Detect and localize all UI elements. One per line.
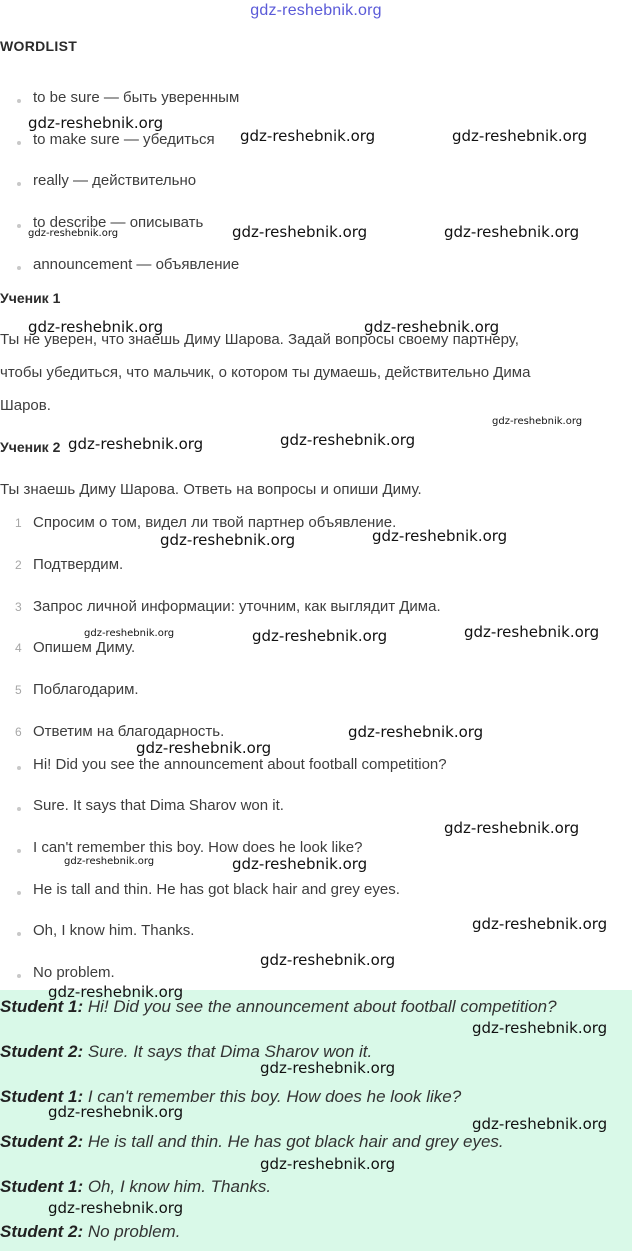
speaker-label: Student 1: (0, 1177, 84, 1196)
watermark: gdz-reshebnik.org (444, 819, 580, 837)
dialogue-bullet: Oh, I know him. Thanks. (33, 922, 195, 939)
wordlist-item: announcement — объявление (33, 256, 240, 273)
answer-text: I can't remember this boy. How does he look like? (83, 1087, 462, 1106)
step-text: Подтвердим. (33, 556, 124, 573)
step-number: 4 (15, 641, 22, 655)
step-number: 6 (15, 725, 22, 739)
wordlist-item: really — действительно (33, 172, 197, 189)
bullet-icon (17, 766, 21, 770)
wordlist-item: to describe — описывать (33, 214, 204, 231)
bullet-icon (17, 182, 21, 186)
bullet-icon (17, 932, 21, 936)
watermark: gdz-reshebnik.org (372, 527, 508, 545)
answer-text: Sure. It says that Dima Sharov won it. (83, 1042, 373, 1061)
step-text: Поблагодарим. (33, 681, 139, 698)
speaker-label: Student 2: (0, 1222, 84, 1241)
speaker-label: Student 1: (0, 1087, 84, 1106)
student2-heading: Ученик 2 (0, 439, 61, 455)
step-text: Опишем Диму. (33, 639, 136, 656)
dialogue-bullet: Sure. It says that Dima Sharov won it. (33, 797, 284, 814)
wordlist-heading: WORDLIST (0, 38, 78, 54)
watermark: gdz-reshebnik.org (464, 623, 600, 641)
watermark: gdz-reshebnik.org (64, 856, 155, 867)
watermark: gdz-reshebnik.org (348, 723, 484, 741)
site-watermark-top[interactable]: gdz-reshebnik.org (250, 2, 382, 19)
watermark: gdz-reshebnik.org (84, 628, 175, 639)
watermark: gdz-reshebnik.org (160, 531, 296, 549)
watermark: gdz-reshebnik.org (232, 855, 368, 873)
watermark: gdz-reshebnik.org (252, 627, 388, 645)
step-text: Ответим на благодарность. (33, 723, 225, 740)
answer-line (0, 1222, 180, 1242)
bullet-icon (17, 141, 21, 145)
student1-line: Шаров. (0, 397, 51, 414)
watermark: gdz-reshebnik.org (48, 1199, 184, 1217)
wordlist-item: to be sure — быть уверенным (33, 89, 240, 106)
step-number: 2 (15, 558, 22, 572)
step-number: 5 (15, 683, 22, 697)
answer-line (0, 1132, 504, 1152)
wordlist-item: to make sure — убедиться (33, 131, 215, 148)
watermark: gdz-reshebnik.org (472, 915, 608, 933)
watermark: gdz-reshebnik.org (364, 318, 500, 336)
step-text: Запрос личной информации: уточним, как выглядит Дима. (33, 598, 441, 615)
watermark: gdz-reshebnik.org (260, 951, 396, 969)
answer-text: Hi! Did you see the announcement about football competition? (83, 997, 557, 1016)
watermark: gdz-reshebnik.org (452, 127, 588, 145)
watermark: gdz-reshebnik.org (260, 1059, 396, 1077)
watermark: gdz-reshebnik.org (472, 1115, 608, 1133)
watermark: gdz-reshebnik.org (48, 1103, 184, 1121)
student2-text: Ты знаешь Диму Шарова. Ответь на вопросы и опиши Диму. (0, 481, 422, 498)
watermark: gdz-reshebnik.org (280, 431, 416, 449)
answer-text: No problem. (83, 1222, 181, 1241)
watermark: gdz-reshebnik.org (260, 1155, 396, 1173)
watermark: gdz-reshebnik.org (28, 228, 119, 239)
answer-line (0, 1177, 271, 1197)
answer-text: He is tall and thin. He has got black hair and grey eyes. (83, 1132, 504, 1151)
speaker-label: Student 2: (0, 1132, 84, 1151)
watermark: gdz-reshebnik.org (232, 223, 368, 241)
step-number: 3 (15, 600, 22, 614)
bullet-icon (17, 224, 21, 228)
dialogue-bullet: I can't remember this boy. How does he look like? (33, 839, 363, 856)
watermark: gdz-reshebnik.org (28, 114, 164, 132)
watermark: gdz-reshebnik.org (240, 127, 376, 145)
student1-line: чтобы убедиться, что мальчик, о котором ты думаешь, действительно Дима (0, 364, 531, 381)
student1-heading: Ученик 1 (0, 290, 61, 306)
watermark: gdz-reshebnik.org (48, 983, 184, 1001)
bullet-icon (17, 849, 21, 853)
watermark: gdz-reshebnik.org (472, 1019, 608, 1037)
dialogue-bullet: Hi! Did you see the announcement about football competition? (33, 756, 447, 773)
dialogue-bullet: He is tall and thin. He has got black hair and grey eyes. (33, 881, 400, 898)
bullet-icon (17, 974, 21, 978)
watermark: gdz-reshebnik.org (444, 223, 580, 241)
bullet-icon (17, 266, 21, 270)
speaker-label: Student 2: (0, 1042, 84, 1061)
watermark: gdz-reshebnik.org (136, 739, 272, 757)
watermark: gdz-reshebnik.org (492, 416, 583, 427)
bullet-icon (17, 99, 21, 103)
step-number: 1 (15, 516, 22, 530)
watermark: gdz-reshebnik.org (68, 435, 204, 453)
student1-line: Ты не уверен, что знаешь Диму Шарова. Задай вопросы своему партнеру, (0, 331, 519, 348)
dialogue-bullet: No problem. (33, 964, 115, 981)
watermark: gdz-reshebnik.org (28, 318, 164, 336)
speaker-label: Student 1: (0, 997, 84, 1016)
bullet-icon (17, 807, 21, 811)
bullet-icon (17, 891, 21, 895)
answer-text: Oh, I know him. Thanks. (83, 1177, 272, 1196)
step-text: Спросим о том, видел ли твой партнер объявление. (33, 514, 397, 531)
